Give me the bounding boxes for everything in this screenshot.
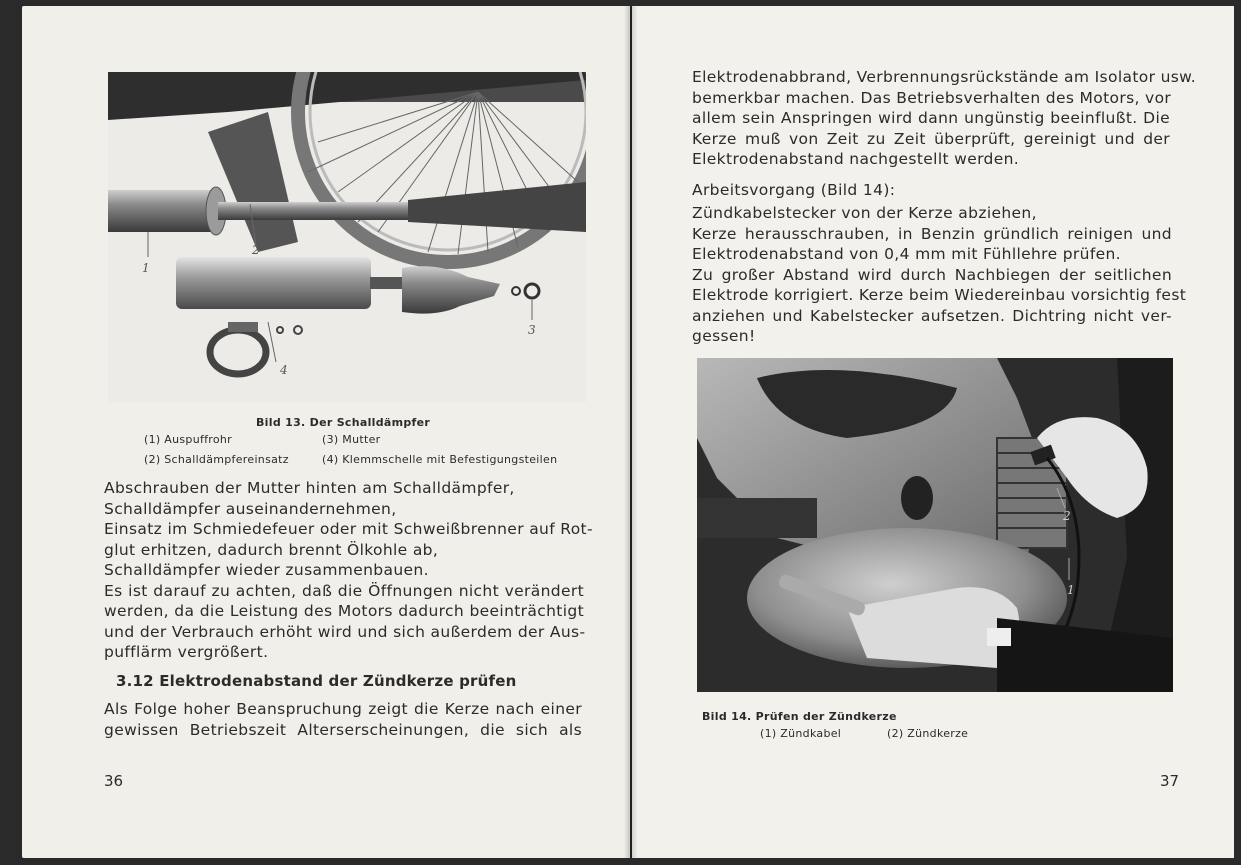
right-paragraph-2 (692, 203, 1187, 347)
page-number-left: 36 (104, 772, 124, 790)
text-line: glut erhitzen, dadurch brennt Ölkohle ab, (104, 540, 439, 559)
text-line: gessen! (692, 327, 756, 345)
figure-14-item-1: (1) Zündkabel (760, 727, 842, 740)
callout-4: 4 (280, 363, 288, 377)
figure-13-title: Bild 13. Der Schalldämpfer (256, 416, 431, 429)
right-paragraph-1 (692, 67, 1197, 170)
text-line: werden, da die Leistung des Motors dadurch beeinträchtigt (104, 602, 584, 620)
text-line: anziehen und Kabelstecker aufsetzen. Dichtring nicht ver- (692, 306, 1172, 325)
book-gutter (624, 6, 638, 858)
section-heading: 3.12 Elektrodenabstand der Zündkerze prüfen (116, 672, 517, 690)
muffler-illustration (108, 72, 586, 402)
text-line: Schalldämpfer auseinandernehmen, (104, 499, 397, 518)
text-line: Kerze muß von Zeit zu Zeit überprüft, gereinigt und der (692, 129, 1170, 148)
callout-1: 1 (142, 261, 150, 275)
figure-14-photo (697, 358, 1173, 692)
text-line: allem sein Anspringen wird dann ungünstig beeinflußt. Die (692, 109, 1170, 127)
left-paragraph-1 (104, 478, 593, 663)
callout-2-right: 2 (1063, 509, 1071, 523)
text-line: Abschrauben der Mutter hinten am Schalldämpfer, (104, 479, 515, 497)
text-line: Zu großer Abstand wird durch Nachbiegen der seitlichen (692, 265, 1172, 284)
work-heading: Arbeitsvorgang (Bild 14): (692, 181, 896, 199)
text-line: und der Verbrauch erhöht wird und sich außerdem der Aus- (104, 622, 586, 641)
text-line: Zündkabelstecker von der Kerze abziehen, (692, 204, 1037, 222)
figure-13-item-1: (1) Auspuffrohr (144, 433, 233, 446)
text-line: Es ist darauf zu achten, daß die Öffnungen nicht verändert (104, 581, 584, 600)
figure-13-item-4: (4) Klemmschelle mit Befestigungsteilen (322, 453, 558, 466)
text-line: bemerkbar machen. Das Betriebsverhalten des Motors, vor (692, 88, 1172, 107)
callout-2: 2 (252, 243, 260, 257)
text-line: Elektrodenabbrand, Verbrennungsrückstände am Isolator usw. (692, 68, 1197, 86)
callout-3: 3 (528, 323, 536, 337)
text-line: Als Folge hoher Beanspruchung zeigt die Kerze nach einer (104, 700, 582, 718)
left-paragraph-2 (104, 699, 582, 740)
text-line: Schalldämpfer wieder zusammenbauen. (104, 561, 429, 579)
text-line: Einsatz im Schmiedefeuer oder mit Schweißbrenner auf Rot- (104, 520, 593, 538)
text-line: Elektrode korrigiert. Kerze beim Wiedereinbau vorsichtig fest (692, 286, 1187, 304)
spark-plug-illustration (697, 358, 1173, 692)
figure-13-photo (108, 72, 586, 402)
text-line: gewissen Betriebszeit Alterserscheinungen, die sich als (104, 720, 582, 739)
text-line: Elektrodenabstand von 0,4 mm mit Fühllehre prüfen. (692, 245, 1121, 263)
callout-1-right: 1 (1067, 583, 1075, 597)
figure-13-item-2: (2) Schalldämpfereinsatz (144, 453, 289, 466)
text-line: pufflärm vergrößert. (104, 643, 269, 661)
text-line: Elektrodenabstand nachgestellt werden. (692, 150, 1020, 168)
figure-13-item-3: (3) Mutter (322, 433, 381, 446)
figure-14-title: Bild 14. Prüfen der Zündkerze (702, 710, 897, 723)
page-number-right: 37 (1160, 772, 1180, 790)
text-line: Kerze herausschrauben, in Benzin gründlich reinigen und (692, 224, 1172, 243)
figure-14-item-2: (2) Zündkerze (887, 727, 969, 740)
